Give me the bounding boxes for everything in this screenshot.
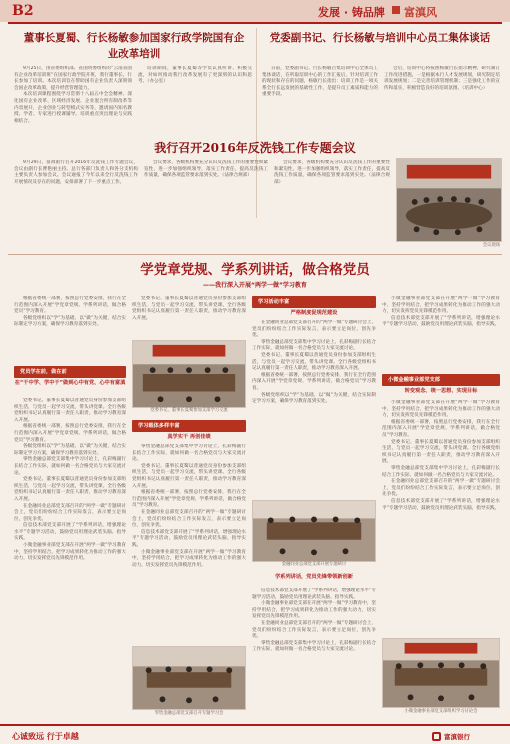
- page-footer: [0, 724, 510, 744]
- article-4-col3-lower: 信息技术部党支部开展了“学系列讲话，增强理论水平”专题学习活动，鼓励党员用理论武装头脑、指导实践。 小微金融事业部党支部在开展“两学一做”学习教育中，坚持学用结合，把学习成果转化为推动工作的强大动力，切实发挥党员先锋模范作用。 在金融同业总部党支部召开的“两学一做”专题研讨会上，党员们纷纷结合工作实际发言，表示要立足岗位，创先争优。 零售金融总部党支部集中学习讨论上，孔彩梅副行长结合工作实际，就如何做一名合格党员与大家交流讨论。: [252, 588, 376, 653]
- article-4-col3-body: 在金融同业总部党支部召开的“两学一做”专题研讨会上，党员们纷纷结合工作实际发言，表示要立足岗位，创先争优。 零售金融总部党支部集中学习讨论上，孔彩梅副行长结合工作实际，就如何做一名合格党员与大家交流讨论。 党委书记、董事长夏蜀以普通党员身份参加支部组织生活，与党员一起学习交流，带头讲党课。全行各级党组织书记认真履行第一责任人职责，推动学习教育深入开展。 根据省委统一部署，按照总行党委安排，我行在全行范围内深入开展“学党章党规、学系列讲话，做合格党员”学习教育。 各级党组织以“学”为基础，以“做”为关键，结合实际制定学习方案，确保学习教育落到实处。: [252, 320, 376, 405]
- section-bar-3: 学习活动丰富: [252, 296, 376, 308]
- section-subhead-5: 转变观念、统一思想、实现目标: [404, 388, 478, 394]
- article-4-title: 学党章党规、学系列讲话，做合格党员: [140, 262, 370, 278]
- article-3-body-col3: 会议要求，各级机构要充分认识反洗钱工作的重要性和紧迫性，进一步加强组织领导，落实工作责任，提高反洗钱工作质量，确保各项监管要求落到实处。（法律合规部）: [274, 160, 390, 185]
- article-4-col1-body: 党委书记、董事长夏蜀以普通党员身份参加支部组织生活，与党员一起学习交流，带头讲党课。全行各级党组织书记认真履行第一责任人职责，推动学习教育深入开展。 根据省委统一部署，按照总行党委安排，我行在全行范围内深入开展“学党章党规、学系列讲话，做合格党员”学习教育。 各级党组织以“学”为基础，以“做”为关键，结合实际制定学习方案，确保学习教育落到实处。 零售金融总部党支部集中学习讨论上，孔彩梅副行长结合工作实际，就如何做一名合格党员与大家交流讨论。 党委书记、董事长夏蜀以普通党员身份参加支部组织生活，与党员一起学习交流，带头讲党课。全行各级党组织书记认真履行第一责任人职责，推动学习教育深入开展。 在金融同业总部党支部召开的“两学一做”专题研讨会上，党员们纷纷结合工作实际发言，表示要立足岗位，创先争优。 信息技术部党支部开展了“学系列讲话，增强理论水平”专题学习活动，鼓励党员用理论武装头脑、指导实践。 小微金融事业部党支部在开展“两学一做”学习教育中，坚持学用结合，把学习成果转化为推动工作的强大动力，切实发挥党员先锋模范作用。: [14, 398, 126, 562]
- section-quote-1: 在“干中学、学中干”做到心中有党、心中有富滇: [14, 380, 126, 386]
- article-4-col2-top: 党委书记、董事长夏蜀以普通党员身份参加支部组织生活，与党员一起学习交流，带头讲党课。全行各级党组织书记认真履行第一责任人职责，推动学习教育深入开展。: [132, 296, 246, 321]
- meeting-photo: [396, 158, 502, 242]
- section-title: 发展 · 铸品牌: [318, 6, 385, 19]
- article-4-col4-body: 小微金融事业部党支部在开展“两学一做”学习教育中，坚持学用结合，把学习成果转化为推动工作的强大动力，切实发挥党员先锋模范作用。 根据省委统一部署，按照总行党委安排，我行在全行范围内深入开展“学党章党规、学系列讲话，做合格党员”学习教育。 党委书记、董事长夏蜀以普通党员身份参加支部组织生活，与党员一起学习交流，带头讲党课。全行各级党组织书记认真履行第一责任人职责，推动学习教育深入开展。 零售金融总部党支部集中学习讨论上，孔彩梅副行长结合工作实际，就如何做一名合格党员与大家交流讨论。 在金融同业总部党支部召开的“两学一做”专题研讨会上，党员们纷纷结合工作实际发言，表示要立足岗位，创先争优。 信息技术部党支部开展了“学系列讲话，增强理论水平”专题学习活动，鼓励党员用理论武装头脑、指导实践。: [382, 400, 500, 511]
- meeting-photo-caption: 会议现场: [482, 243, 500, 248]
- article-2-title: 党委副书记、行长杨敏与培训中心员工集体谈话: [269, 32, 491, 44]
- study-photo-3: [252, 500, 376, 562]
- section-subhead-2: 真学实干 再创佳绩: [167, 434, 211, 440]
- section-bar-2: 学习载体多样丰富: [132, 420, 246, 432]
- article-4-intro: 根据省委统一部署，按照总行党委安排，我行在全行范围内深入开展“学党章党规、学系列讲话，做合格党员”学习教育。 各级党组织以“学”为基础，以“做”为关键，结合实际制定学习方案，确保学习教育落到实处。: [14, 296, 126, 328]
- brand-mark-icon: [392, 6, 400, 14]
- footer-bank-name: 富滇银行: [444, 733, 470, 741]
- article-1-title: 董事长夏蜀、行长杨敏参加国家行政学院国有企业改革培训: [23, 32, 245, 60]
- article-4-subtitle: ——我行深入开展“两学一做”学习教育: [203, 282, 307, 289]
- study-photo-2-caption: 零售金融总部党支部召开专题学习会: [154, 711, 224, 716]
- bank-logo-icon: [432, 732, 441, 741]
- study-photo-4: [382, 638, 500, 708]
- section-bar-4: 小微金融事业部党支部: [382, 374, 500, 386]
- study-photo-4-caption: 小微金融事业部党支部组织学习讨论会: [404, 709, 478, 714]
- article-3-title: 我行召开2016年反洗钱工作专题会议: [154, 141, 356, 155]
- newspaper-logo: 富滇风: [404, 6, 437, 19]
- article-1-body-col1: 9月25日，由省委组织部、省国资委组织的“云南省国有企业改革培训班”在国家行政学院开班，我行董事长、行长参加了培训。本次培训旨在帮助国有企业负责人深刻领会国企改革政策，提升经营管理能力。 本次培训课程围绕学习贯彻十八届五中全会精神、深化国有企业改革、区域经济发展、企业混合所有制改革等内容展开，企业创业与转型模式实务等，邀请国内知名教授、学者、专家进行授课辅导。培训重点突出理论与实践相结合。: [14, 66, 132, 124]
- study-photo-3-caption: 金融同业总部党支部开展专题研讨: [281, 562, 347, 567]
- article-4-col4-top: 小微金融事业部党支部在开展“两学一做”学习教育中，坚持学用结合，把学习成果转化为推动工作的强大动力，切实发挥党员先锋模范作用。 信息技术部党支部开展了“学系列讲话，增强理论水平”专题学习活动，鼓励党员用理论武装头脑、指导实践。: [382, 296, 500, 328]
- section-bar-1: 党员学在前，做在前: [14, 366, 126, 378]
- section-divider: [8, 254, 502, 255]
- article-2-body-col2: 会后，培训中心将按照杨敏行长指示精神，研究制订工作改进措施，一是根据本行人才发展规划，研究制定培训发展规划；二是完善培训管理机制；三是强化工作的宣传和落实，积极营造良好的培训氛围。（培训中心）: [384, 66, 500, 91]
- section-subhead-4: 学系列讲话，党员先锋带领新创新: [275, 574, 353, 580]
- article-1-body-col2: 培训期间，董事长夏蜀等学员认真听讲、积极交流，对如何推动我行改革发展有了更深刻的认识和思考。（办公室）: [138, 66, 252, 85]
- study-photo-1: [132, 340, 246, 408]
- article-3-body-col1: 9月29日，富滇银行召开2016年反洗钱工作专题会议，会议由副行长曹艳丽主持。总行各部门负责人和各分支机构主要负责人参加会议。会议通报了今年以来全行反洗钱工作开展情况及存在的问题，安排部署了下一步重点工作。: [14, 160, 138, 185]
- study-photo-2: [132, 646, 246, 710]
- page-number: B2: [12, 3, 34, 19]
- header-rule: [8, 22, 502, 24]
- article-4-col2-body: 零售金融总部党支部集中学习讨论上，孔彩梅副行长结合工作实际，就如何做一名合格党员与大家交流讨论。 党委书记、董事长夏蜀以普通党员身份参加支部组织生活，与党员一起学习交流，带头讲党课。全行各级党组织书记认真履行第一责任人职责，推动学习教育深入开展。 根据省委统一部署，按照总行党委安排，我行在全行范围内深入开展“学党章党规、学系列讲话，做合格党员”学习教育。 在金融同业总部党支部召开的“两学一做”专题研讨会上，党员们纷纷结合工作实际发言，表示要立足岗位，创先争优。 信息技术部党支部开展了“学系列讲话，增强理论水平”专题学习活动，鼓励党员用理论武装头脑、指导实践。 小微金融事业部党支部在开展“两学一做”学习教育中，坚持学用结合，把学习成果转化为推动工作的强大动力，切实发挥党员先锋模范作用。: [132, 444, 246, 568]
- article-2-body-col1: 日前，党委副书记、行长杨敏召集培训中心全体员工集体谈话，在听取培训中心的工作汇报后，针对培训工作的现状和存在的问题，杨敏行长指出：培训工作是一项关系全行长远发展的基础性工作，是提升员工素质和能力的重要手段。: [262, 66, 378, 98]
- footer-slogan: 心诚致远 行于卓越: [12, 731, 79, 741]
- page-header: [0, 0, 510, 22]
- study-photo-1-caption: 党委书记、董事长夏蜀参加支部学习交流: [150, 408, 228, 413]
- article-3-body-col2: 会议要求，各级机构要充分认识反洗钱工作的重要性和紧迫性，进一步加强组织领导，落实工作责任，提高反洗钱工作质量，确保各项监管要求落到实处。（法律合规部）: [144, 160, 268, 179]
- section-subhead-3: 严格制度促规范建设: [290, 310, 338, 316]
